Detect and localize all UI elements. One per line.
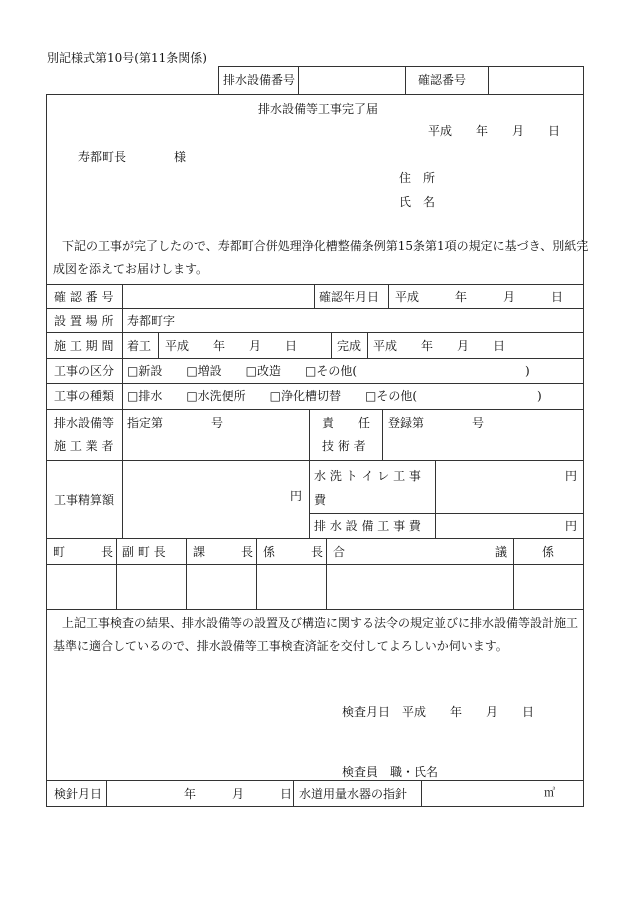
drain-facility-number-label: 排水設備番号 xyxy=(223,73,296,87)
addressee: 寿都町長 様 xyxy=(78,150,187,164)
drain-cost-field[interactable] xyxy=(440,516,560,536)
start-label: 着工 xyxy=(127,339,152,353)
inspector-label: 検査員 職・氏名 xyxy=(342,765,439,779)
approval-section-chief-label: 課 長 xyxy=(193,545,254,559)
inspection-text-line-1: 上記工事検査の結果、排水設備等の設置及び構造に関する法令の規定並びに排水設備等設計施工 xyxy=(62,616,579,630)
category-checkboxes[interactable]: □新設 □増設 □改造 □その他( ) xyxy=(127,364,530,378)
approval-subsection-chief-label: 係 長 xyxy=(263,545,324,559)
inspection-date: 検査月日 平成 年 月 日 xyxy=(342,705,535,719)
confirm-number-field[interactable] xyxy=(125,287,311,306)
cost-label: 工事精算額 xyxy=(54,493,115,507)
notice-title: 排水設備等工事完了届 xyxy=(258,102,379,116)
approval-section-chief-stamp[interactable] xyxy=(188,566,254,607)
toilet-cost-label-line-2: 費 xyxy=(314,493,327,507)
address-label: 住 所 xyxy=(399,171,436,185)
address-field[interactable] xyxy=(440,168,578,188)
confirmation-number-field[interactable] xyxy=(490,70,580,92)
confirm-date-label: 確認年月日 xyxy=(319,290,380,304)
approval-vice-mayor-label: 副 町 長 xyxy=(122,545,166,559)
approval-staff-stamp[interactable] xyxy=(515,566,581,607)
approval-subsection-chief-stamp[interactable] xyxy=(258,566,324,607)
total-cost-field[interactable] xyxy=(126,470,286,510)
approval-consultation-label: 合 xyxy=(333,545,346,559)
drain-facility-number-field[interactable] xyxy=(300,70,403,92)
notice-body-line-2: 成図を添えてお届けします。 xyxy=(53,262,209,276)
name-label: 氏 名 xyxy=(399,195,436,209)
meter-date-value[interactable]: 年 月 日 xyxy=(184,787,293,801)
toilet-cost-label-line-1: 水 洗 ト イ レ 工 事 xyxy=(314,469,421,483)
approval-mayor-label: 町 長 xyxy=(53,545,114,559)
engineer-label-line-1: 責 任 xyxy=(322,416,371,430)
contractor-label-line-2: 施 工 業 者 xyxy=(54,439,114,453)
meter-reading-label: 水道用量水器の指針 xyxy=(299,787,408,801)
confirmation-number-label: 確認番号 xyxy=(418,73,467,87)
drain-cost-label: 排 水 設 備 工 事 費 xyxy=(314,519,421,533)
drain-cost-unit: 円 xyxy=(565,519,578,533)
approval-consultation-stamp[interactable] xyxy=(328,566,511,607)
meter-reading-field[interactable] xyxy=(426,783,536,803)
engineer-label-line-2: 技 術 者 xyxy=(322,439,366,453)
category-label: 工事の区分 xyxy=(54,364,115,378)
type-label: 工事の種類 xyxy=(54,389,115,403)
contractor-label-line-1: 排水設備等 xyxy=(54,416,115,430)
total-cost-unit: 円 xyxy=(290,489,303,503)
finish-label: 完成 xyxy=(337,339,362,353)
designated-number[interactable]: 指定第 号 xyxy=(127,416,224,430)
confirm-number-label: 確 認 番 号 xyxy=(54,290,114,304)
approval-consultation-label-end: 議 xyxy=(495,545,508,559)
inspection-text-line-2: 基準に適合しているので、排水設備等工事検査済証を交付してよろしいか伺います。 xyxy=(53,639,508,653)
meter-reading-unit: ㎥ xyxy=(544,786,555,799)
meter-date-label: 検針月日 xyxy=(54,787,103,801)
toilet-cost-field[interactable] xyxy=(440,466,560,506)
approval-vice-mayor-stamp[interactable] xyxy=(118,566,184,607)
finish-date-value[interactable]: 平成 年 月 日 xyxy=(373,339,506,353)
location-label: 設 置 場 所 xyxy=(54,314,114,328)
type-checkboxes[interactable]: □排水 □水洗便所 □浄化槽切替 □その他( ) xyxy=(127,389,542,403)
notice-date: 平成 年 月 日 xyxy=(428,124,561,138)
confirm-date-value[interactable]: 平成 年 月 日 xyxy=(395,290,564,304)
name-field[interactable] xyxy=(440,192,578,212)
form-number: 別記様式第10号(第11条関係) xyxy=(47,51,207,65)
approval-mayor-stamp[interactable] xyxy=(48,566,114,607)
registration-number[interactable]: 登録第 号 xyxy=(388,416,485,430)
toilet-cost-unit: 円 xyxy=(565,469,578,483)
location-value[interactable]: 寿都町字 xyxy=(127,314,176,328)
start-date-value[interactable]: 平成 年 月 日 xyxy=(165,339,298,353)
notice-body-line-1: 下記の工事が完了したので、寿都町合併処理浄化槽整備条例第15条第1項の規定に基づき、別紙完 xyxy=(62,239,589,253)
approval-staff-label: 係 xyxy=(542,545,555,559)
period-label: 施 工 期 間 xyxy=(54,339,114,353)
